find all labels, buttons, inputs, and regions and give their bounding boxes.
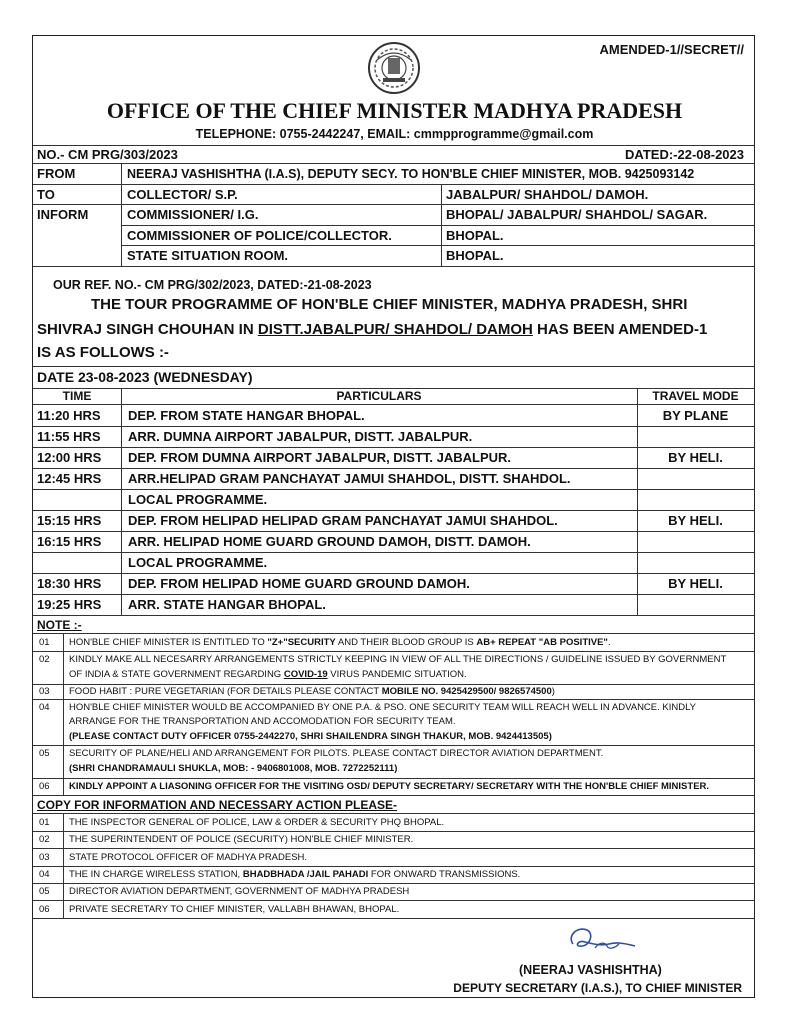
copy-recipient: STATE PROTOCOL OFFICER OF MADHYA PRADESH. xyxy=(69,852,308,863)
column-header-particulars: PARTICULARS xyxy=(336,389,422,403)
row-time: 11:55 HRS xyxy=(37,429,101,444)
document-date: DATED:-22-08-2023 xyxy=(625,147,744,162)
recipient-office: COMMISSIONER/ I.G. xyxy=(127,207,259,222)
intro-line-3: IS AS FOLLOWS :- xyxy=(37,344,169,361)
document-number: NO.- CM PRG/303/2023 xyxy=(37,147,178,162)
row-travel-mode: BY HELI. xyxy=(668,450,723,465)
copy-recipient: DIRECTOR AVIATION DEPARTMENT, GOVERNMENT OF MADHYA PRADESH xyxy=(69,886,410,897)
row-particulars: DEP. FROM HELIPAD HELIPAD GRAM PANCHAYAT JAMUI SHAHDOL. xyxy=(128,513,558,528)
note-number: 03 xyxy=(39,686,50,697)
inform-label: INFORM xyxy=(37,207,89,222)
note-aviation-contact: (SHRI CHANDRAMAULI SHUKLA, MOB: - 9406801008, MOB. 7272252111) xyxy=(69,763,398,774)
state-emblem-icon xyxy=(359,40,429,98)
recipient-office: STATE SITUATION ROOM. xyxy=(127,248,289,263)
note-number: 01 xyxy=(39,637,50,648)
signatory-designation: DEPUTY SECRETARY (I.A.S.), TO CHIEF MINISTER xyxy=(453,981,742,995)
note-number: 02 xyxy=(39,654,50,665)
office-title: OFFICE OF THE CHIEF MINISTER MADHYA PRADESH xyxy=(106,98,683,123)
notes-heading: NOTE :- xyxy=(37,618,82,632)
note-escort-contact: (PLEASE CONTACT DUTY OFFICER 0755-2442270, SHRI SHAILENDRA SINGH THAKUR, MOB. 9424413505) xyxy=(69,731,552,742)
copy-number: 04 xyxy=(39,869,50,880)
copy-number: 02 xyxy=(39,834,50,845)
amended-tag: AMENDED-1//SECRET// xyxy=(599,42,744,57)
recipient-place: BHOPAL/ JABALPUR/ SHAHDOL/ SAGAR. xyxy=(446,207,708,222)
row-particulars: DEP. FROM DUMNA AIRPORT JABALPUR, DISTT. JABALPUR. xyxy=(128,450,512,465)
note-liasoning-officer: KINDLY APPOINT A LIASONING OFFICER FOR THE VISITING OSD/ DEPUTY SECRETARY/ SECRETARY WITH THE HON'BLE CHIEF MINISTER. xyxy=(69,781,710,792)
document-page xyxy=(32,35,755,998)
copy-recipient: PRIVATE SECRETARY TO CHIEF MINISTER, VALLABH BHAWAN, BHOPAL. xyxy=(69,904,400,915)
row-particulars: ARR. STATE HANGAR BHOPAL. xyxy=(128,597,326,612)
row-time: 18:30 HRS xyxy=(37,576,102,591)
note-security: HON'BLE CHIEF MINISTER IS ENTITLED TO "Z+"SECURITY AND THEIR BLOOD GROUP IS AB+ REPEAT "AB POSITIVE". xyxy=(69,637,611,648)
row-travel-mode: BY HELI. xyxy=(668,513,723,528)
row-particulars: DEP. FROM HELIPAD HOME GUARD GROUND DAMOH. xyxy=(128,576,470,591)
row-particulars: LOCAL PROGRAMME. xyxy=(128,492,268,507)
note-number: 06 xyxy=(39,781,50,792)
districts-underlined: DISTT.JABALPUR/ SHAHDOL/ DAMOH xyxy=(257,321,533,338)
row-particulars: DEP. FROM STATE HANGAR BHOPAL. xyxy=(128,408,365,423)
from-value: NEERAJ VASHISHTHA (I.A.S), DEPUTY SECY. TO HON'BLE CHIEF MINISTER, MOB. 9425093142 xyxy=(127,167,695,181)
column-header-time: TIME xyxy=(62,389,92,403)
row-time: 11:20 HRS xyxy=(37,408,101,423)
note-escort-line-1: HON'BLE CHIEF MINISTER WOULD BE ACCOMPANIED BY ONE P.A. & PSO. ONE SECURITY TEAM WILL REACH WELL IN ADVANCE. KINDLY xyxy=(69,702,697,713)
schedule-date: DATE 23-08-2023 (WEDNESDAY) xyxy=(37,369,253,385)
column-header-travel-mode: TRAVEL MODE xyxy=(652,389,739,403)
copy-number: 01 xyxy=(39,817,50,828)
copy-recipient: THE SUPERINTENDENT OF POLICE (SECURITY) HON'BLE CHIEF MINISTER. xyxy=(69,834,414,845)
to-label: TO xyxy=(37,187,55,202)
row-time: 12:00 HRS xyxy=(37,450,102,465)
note-escort-line-2: ARRANGE FOR THE TRANSPORTATION AND ACCOMODATION FOR SECURITY TEAM. xyxy=(69,716,456,727)
copy-heading: COPY FOR INFORMATION AND NECESSARY ACTION PLEASE- xyxy=(37,798,398,812)
copy-recipient: THE INSPECTOR GENERAL OF POLICE, LAW & ORDER & SECURITY PHQ BHOPAL. xyxy=(69,817,445,828)
row-travel-mode: BY PLANE xyxy=(662,408,729,423)
row-travel-mode: BY HELI. xyxy=(668,576,723,591)
intro-line-2: SHIVRAJ SINGH CHOUHAN IN DISTT.JABALPUR/ SHAHDOL/ DAMOH HAS BEEN AMENDED-1 xyxy=(37,321,708,338)
recipient-place: BHOPAL. xyxy=(446,228,504,243)
row-particulars: LOCAL PROGRAMME. xyxy=(128,555,268,570)
signatory-name: (NEERAJ VASHISHTHA) xyxy=(519,963,662,977)
copy-recipient: THE IN CHARGE WIRELESS STATION, BHADBHADA /JAIL PAHADI FOR ONWARD TRANSMISSIONS. xyxy=(69,869,521,880)
from-label: FROM xyxy=(37,166,76,181)
intro-line-1: THE TOUR PROGRAMME OF HON'BLE CHIEF MINISTER, MADHYA PRADESH, SHRI xyxy=(91,296,688,313)
note-number: 04 xyxy=(39,702,50,713)
row-time: 12:45 HRS xyxy=(37,471,102,486)
recipient-place: BHOPAL. xyxy=(446,248,504,263)
note-number: 05 xyxy=(39,748,50,759)
recipient-place: JABALPUR/ SHAHDOL/ DAMOH. xyxy=(446,187,649,202)
note-food-habit: FOOD HABIT : PURE VEGETARIAN (FOR DETAILS PLEASE CONTACT MOBILE NO. 9425429500/ 9826574500) xyxy=(69,686,555,697)
note-covid-line-2: OF INDIA & STATE GOVERNMENT REGARDING COVID-19 VIRUS PANDEMIC SITUATION. xyxy=(69,669,467,680)
row-time: 19:25 HRS xyxy=(37,597,102,612)
note-covid-line-1: KINDLY MAKE ALL NECESARRY ARRANGEMENTS STRICTLY KEEPING IN VIEW OF ALL THE DIRECTIONS / GUIDELINE ISSUED BY GOVERNMENT xyxy=(69,654,727,665)
row-particulars: ARR.HELIPAD GRAM PANCHAYAT JAMUI SHAHDOL, DISTT. SHAHDOL. xyxy=(128,471,571,486)
row-particulars: ARR. HELIPAD HOME GUARD GROUND DAMOH, DISTT. DAMOH. xyxy=(128,534,531,549)
note-aviation-line-1: SECURITY OF PLANE/HELI AND ARRANGEMENT FOR PILOTS. PLEASE CONTACT DIRECTOR AVIATION DEPARTMENT. xyxy=(69,748,604,759)
row-time: 15:15 HRS xyxy=(37,513,102,528)
recipient-office: COLLECTOR/ S.P. xyxy=(127,187,238,202)
row-time: 16:15 HRS xyxy=(37,534,102,549)
reference-number: OUR REF. NO.- CM PRG/302/2023, DATED:-21-08-2023 xyxy=(53,278,372,292)
signature-icon xyxy=(565,922,645,958)
copy-number: 06 xyxy=(39,904,50,915)
copy-number: 05 xyxy=(39,886,50,897)
office-contact: TELEPHONE: 0755-2442247, EMAIL: cmmpprogramme@gmail.com xyxy=(195,127,594,141)
copy-number: 03 xyxy=(39,852,50,863)
recipient-office: COMMISSIONER OF POLICE/COLLECTOR. xyxy=(127,228,392,243)
row-particulars: ARR. DUMNA AIRPORT JABALPUR, DISTT. JABALPUR. xyxy=(128,429,473,444)
